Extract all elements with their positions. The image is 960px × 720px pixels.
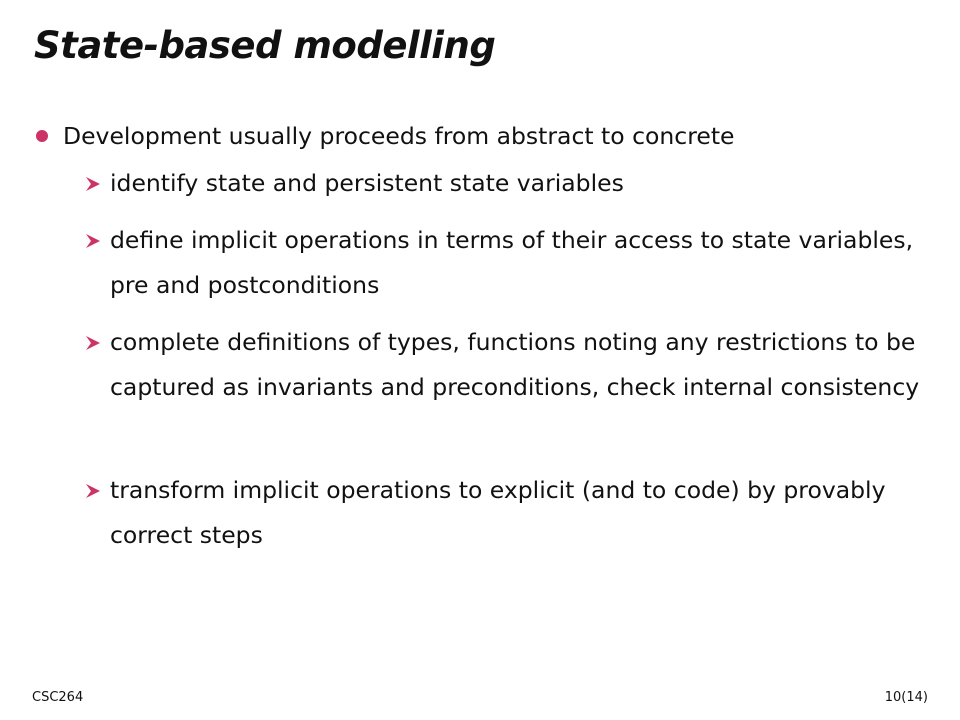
slide-title: State-based modelling [34,24,496,67]
footer-page-number: 10(14) [884,690,928,705]
arrow-bullet-icon [84,163,110,203]
bullet-dot-icon [36,130,48,142]
sub-item-text: transform implicit operations to explicit (and to code) by provably correct steps [110,475,886,549]
sub-item-complete-definitions [84,322,924,410]
sub-item-text: define implicit operations in terms of their access to state variables, pre and postconditions [110,225,914,299]
main-bullet [36,116,735,156]
arrow-bullet-icon [84,220,110,260]
main-bullet-text: Development usually proceeds from abstract to concrete [63,122,735,150]
sub-item-transform-operations [84,470,924,558]
arrow-bullet-icon [84,470,110,510]
sub-item-identify-state [84,163,924,206]
sub-item-text: complete definitions of types, functions noting any restrictions to be captured as invariants and preconditions, check internal consistency [110,327,920,401]
sub-item-text: identify state and persistent state variables [110,168,624,197]
footer-course-code: CSC264 [32,690,84,705]
arrow-bullet-icon [84,322,110,362]
sub-item-define-operations [84,220,924,308]
